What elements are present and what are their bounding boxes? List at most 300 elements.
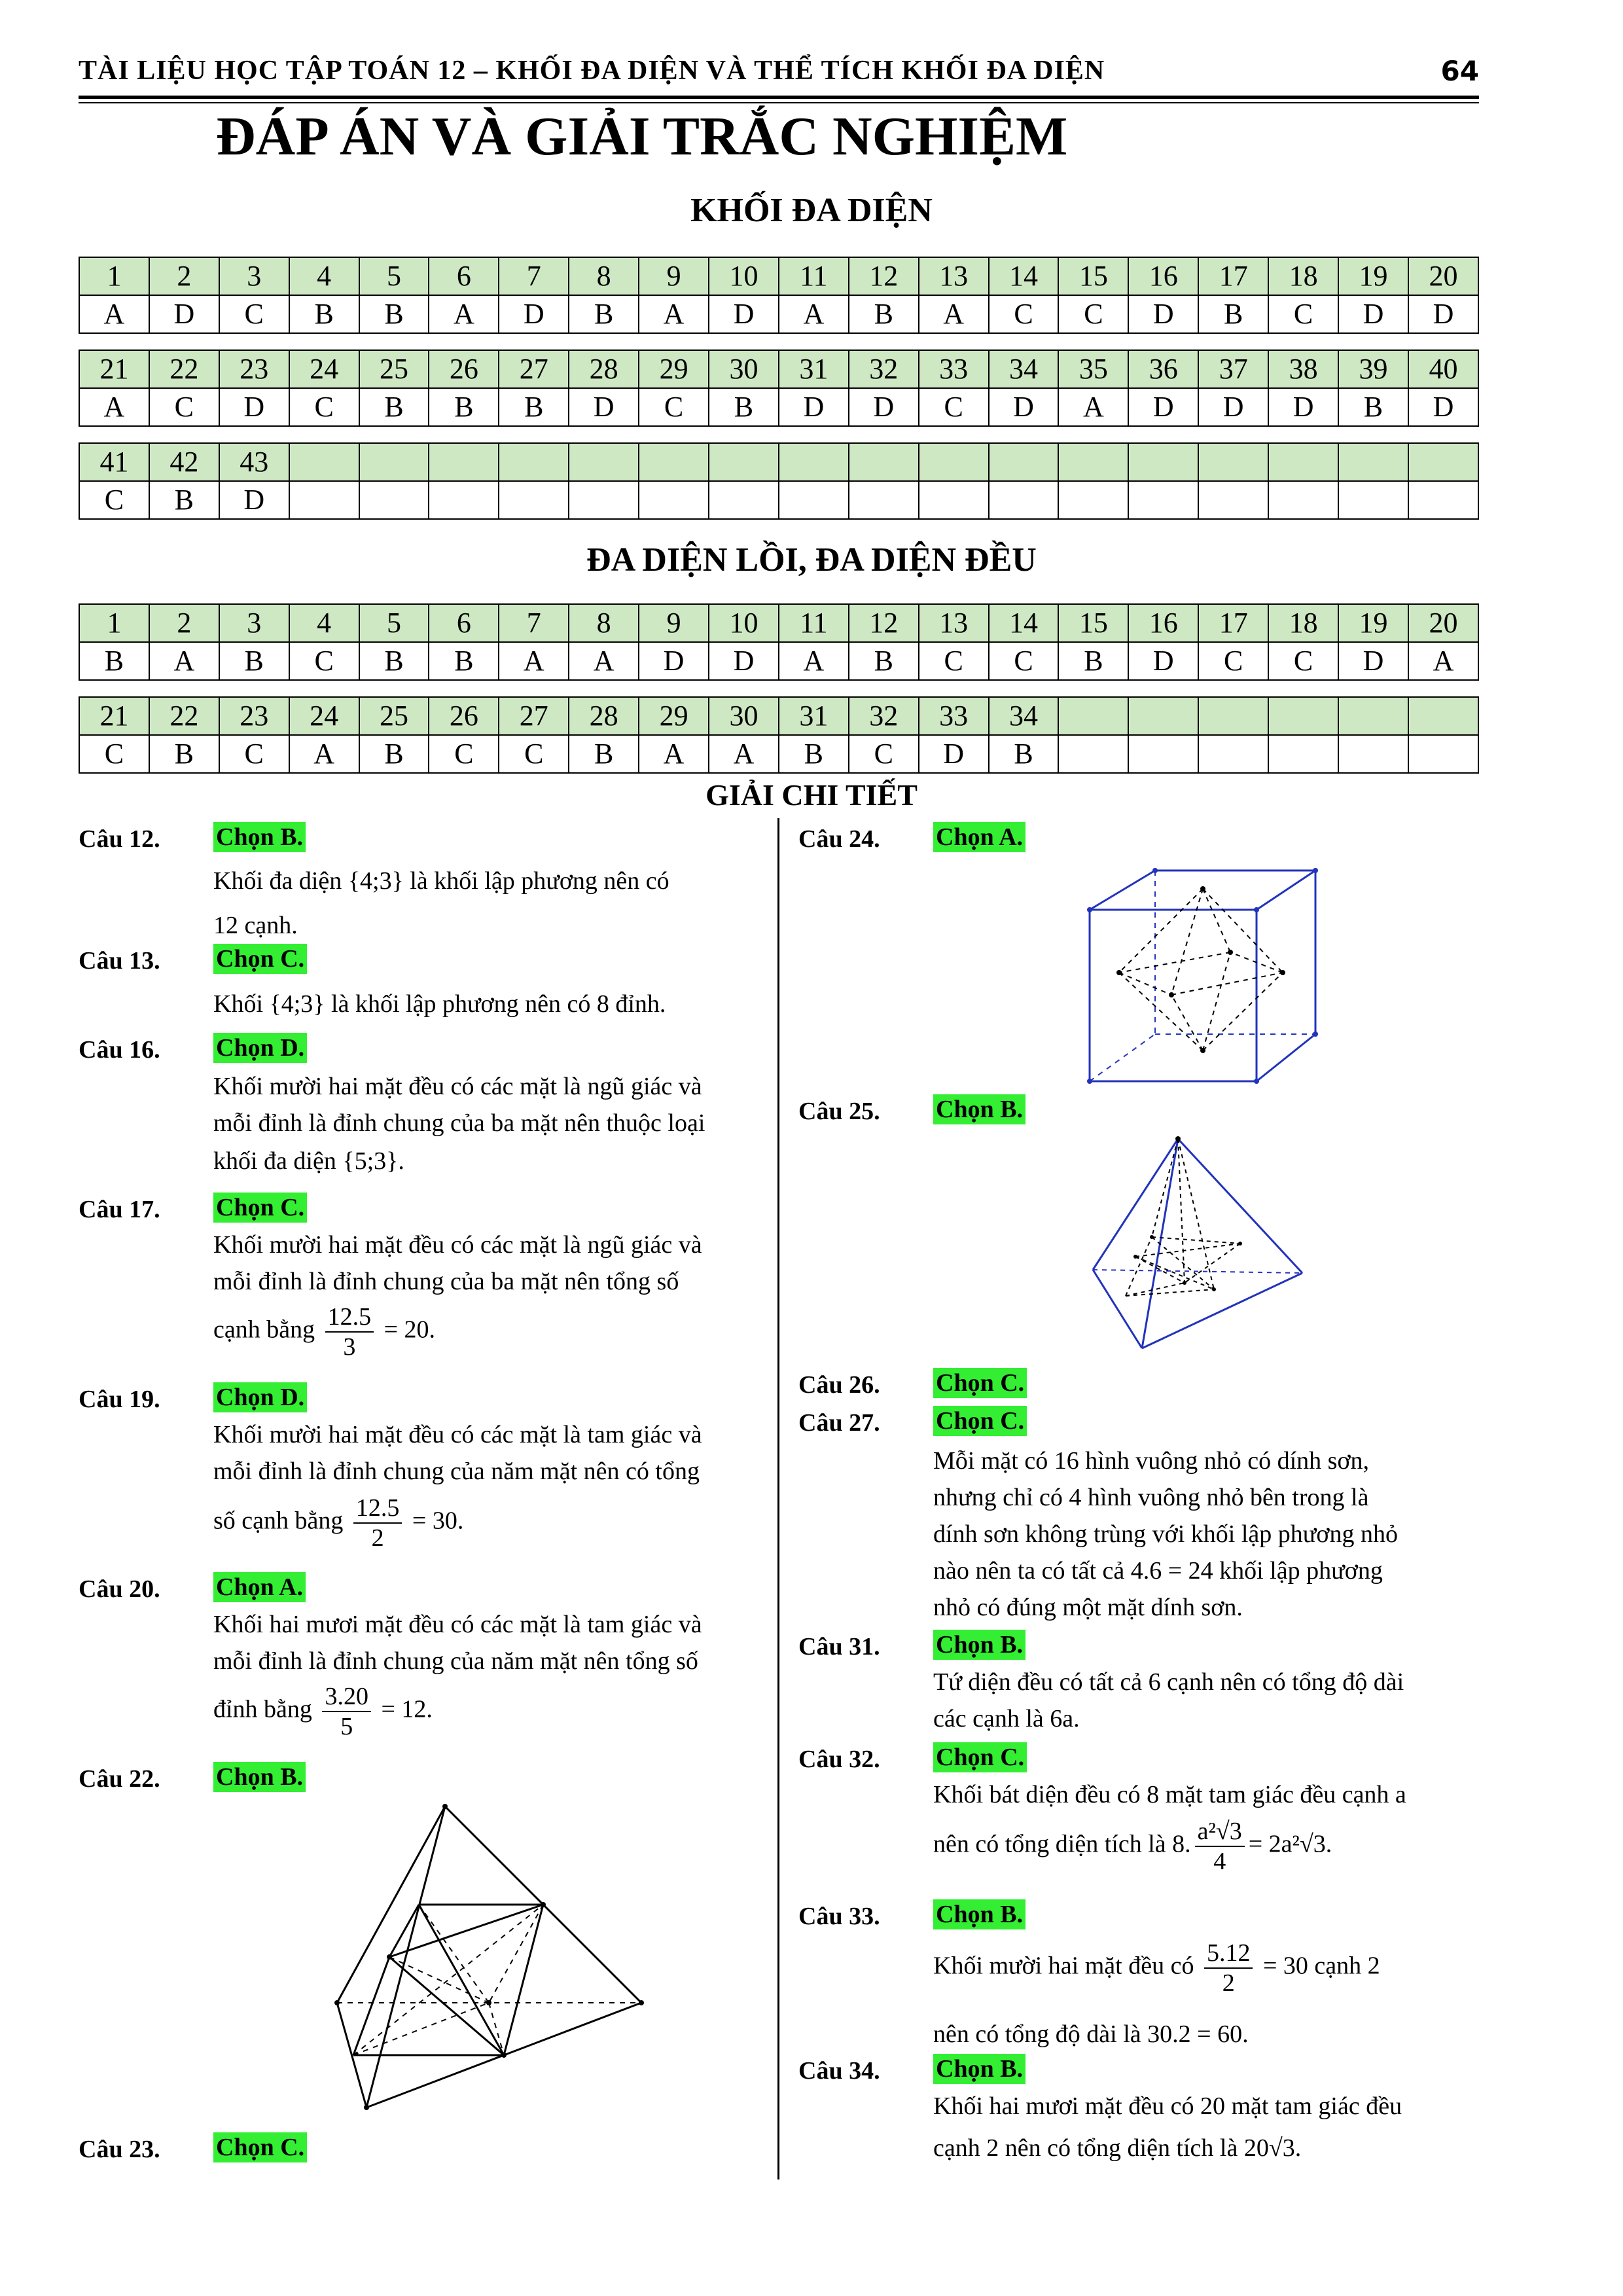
q24-label: Câu 24. xyxy=(798,825,880,853)
question-number-cell: 5 xyxy=(359,604,429,642)
answer-cell: C xyxy=(849,735,919,773)
answer-cell: C xyxy=(919,388,989,426)
question-number-cell: 8 xyxy=(569,257,639,295)
question-number-cell: 16 xyxy=(1128,257,1198,295)
question-number-cell: 14 xyxy=(989,257,1059,295)
question-number-cell: 11 xyxy=(779,257,849,295)
question-number-cell: 34 xyxy=(989,350,1059,388)
answer-cell: D xyxy=(219,388,289,426)
answer-cell: A xyxy=(1408,642,1478,680)
q12-line2: 12 cạnh. xyxy=(213,912,298,939)
question-number-cell: 9 xyxy=(639,257,709,295)
answer-cell: A xyxy=(79,388,149,426)
answer-table-1b xyxy=(79,350,1479,427)
answer-cell: D xyxy=(639,642,709,680)
q27-line2: nhưng chỉ có 4 hình vuông nhỏ bên trong là xyxy=(933,1484,1369,1511)
question-number-cell: 42 xyxy=(149,443,219,481)
q32-text-b: = 2a²√3. xyxy=(1248,1830,1332,1858)
q20-line1: Khối hai mươi mặt đều có các mặt là tam giác và xyxy=(213,1611,702,1638)
answer-row xyxy=(79,642,1478,680)
question-number-cell: 31 xyxy=(779,697,849,735)
answer-cell: D xyxy=(1408,388,1478,426)
answer-cell: D xyxy=(919,735,989,773)
question-number-row xyxy=(79,697,1478,735)
q16-line2: mỗi đỉnh là đỉnh chung của ba mặt nên thuộc loại xyxy=(213,1109,705,1137)
question-number-cell xyxy=(1058,697,1128,735)
question-number-cell xyxy=(1268,443,1338,481)
cube-octa-figure xyxy=(1080,857,1329,1093)
answer-cell: D xyxy=(1128,295,1198,333)
answer-cell: C xyxy=(499,735,569,773)
page-number: 64 xyxy=(1440,55,1479,87)
question-number-cell: 6 xyxy=(429,257,499,295)
question-number-cell: 15 xyxy=(1058,604,1128,642)
answer-cell: D xyxy=(1338,642,1408,680)
question-number-cell: 43 xyxy=(219,443,289,481)
q16-line3: khối đa diện {5;3}. xyxy=(213,1147,404,1175)
answer-cell: B xyxy=(569,735,639,773)
question-number-cell: 33 xyxy=(919,350,989,388)
column-divider xyxy=(777,818,779,2179)
question-number-cell: 28 xyxy=(569,697,639,735)
q32-text-a: nên có tổng diện tích là 8. xyxy=(933,1830,1191,1858)
question-number-cell xyxy=(1338,697,1408,735)
question-number-cell: 32 xyxy=(849,350,919,388)
answer-cell xyxy=(499,481,569,519)
answer-cell: B xyxy=(359,642,429,680)
answer-cell: B xyxy=(149,735,219,773)
question-number-cell xyxy=(989,443,1059,481)
question-number-cell: 38 xyxy=(1268,350,1338,388)
answer-cell xyxy=(359,481,429,519)
question-number-cell: 22 xyxy=(149,350,219,388)
q17-fraction xyxy=(325,1302,374,1361)
answer-cell: C xyxy=(919,642,989,680)
answer-cell xyxy=(849,481,919,519)
q27-line1: Mỗi mặt có 16 hình vuông nhỏ có dính sơn, xyxy=(933,1447,1370,1475)
answer-row xyxy=(79,388,1478,426)
q20-num: 3.20 xyxy=(322,1682,371,1712)
answer-cell xyxy=(1058,481,1128,519)
answer-cell xyxy=(1128,481,1198,519)
q33-num: 5.12 xyxy=(1204,1939,1253,1969)
answer-cell xyxy=(1198,735,1268,773)
question-number-cell: 22 xyxy=(149,697,219,735)
question-number-cell: 27 xyxy=(499,697,569,735)
question-number-cell: 16 xyxy=(1128,604,1198,642)
q20-label: Câu 20. xyxy=(79,1575,160,1603)
q17-answer: Chọn C. xyxy=(213,1193,307,1223)
q32-line1: Khối bát diện đều có 8 mặt tam giác đều cạnh a xyxy=(933,1781,1406,1808)
q17-line3 xyxy=(213,1302,435,1361)
answer-cell: C xyxy=(989,295,1059,333)
question-number-cell: 3 xyxy=(219,257,289,295)
question-number-cell xyxy=(639,443,709,481)
q17-text-b: = 20. xyxy=(383,1316,436,1344)
q22-label: Câu 22. xyxy=(79,1765,160,1793)
question-number-cell xyxy=(499,443,569,481)
answer-cell xyxy=(639,481,709,519)
question-number-cell xyxy=(1128,443,1198,481)
answer-cell: C xyxy=(429,735,499,773)
question-number-cell: 18 xyxy=(1268,604,1338,642)
answer-cell: C xyxy=(219,735,289,773)
q32-label: Câu 32. xyxy=(798,1746,880,1773)
question-number-cell: 40 xyxy=(1408,350,1478,388)
question-number-cell: 28 xyxy=(569,350,639,388)
answer-cell: C xyxy=(149,388,219,426)
q33-text-b: = 30 cạnh 2 xyxy=(1262,1952,1380,1980)
question-number-cell xyxy=(289,443,359,481)
question-number-cell: 30 xyxy=(709,697,779,735)
answer-cell: C xyxy=(219,295,289,333)
q33-answer: Chọn B. xyxy=(933,1899,1026,1929)
question-number-cell: 35 xyxy=(1058,350,1128,388)
q17-label: Câu 17. xyxy=(79,1196,160,1223)
question-number-cell xyxy=(1198,443,1268,481)
q12-line1: Khối đa diện {4;3} là khối lập phương nên có xyxy=(213,867,669,895)
q32-answer: Chọn C. xyxy=(933,1742,1027,1772)
answer-table-1a xyxy=(79,257,1479,334)
answer-row xyxy=(79,295,1478,333)
question-number-cell: 2 xyxy=(149,257,219,295)
answer-cell xyxy=(1408,735,1478,773)
answer-cell: A xyxy=(429,295,499,333)
q20-text-a: đỉnh bằng xyxy=(213,1695,312,1723)
answer-cell: B xyxy=(359,735,429,773)
q13-label: Câu 13. xyxy=(79,947,160,975)
answer-cell: C xyxy=(79,481,149,519)
q25-label: Câu 25. xyxy=(798,1098,880,1125)
question-number-cell: 1 xyxy=(79,604,149,642)
answer-cell: A xyxy=(779,295,849,333)
q19-text-a: số cạnh bằng xyxy=(213,1507,344,1535)
main-title: ĐÁP ÁN VÀ GIẢI TRẮC NGHIỆM xyxy=(216,106,1068,167)
q26-label: Câu 26. xyxy=(798,1371,880,1399)
question-number-cell: 39 xyxy=(1338,350,1408,388)
q19-label: Câu 19. xyxy=(79,1386,160,1413)
question-number-cell: 41 xyxy=(79,443,149,481)
answer-cell: C xyxy=(1268,642,1338,680)
answer-cell: D xyxy=(219,481,289,519)
answer-cell: B xyxy=(1338,388,1408,426)
question-number-cell: 37 xyxy=(1198,350,1268,388)
q17-line2: mỗi đỉnh là đỉnh chung của ba mặt nên tổng số xyxy=(213,1268,679,1295)
question-number-cell: 19 xyxy=(1338,257,1408,295)
answer-cell: C xyxy=(289,388,359,426)
question-number-cell: 33 xyxy=(919,697,989,735)
q17-num: 12.5 xyxy=(325,1302,374,1333)
question-number-cell xyxy=(1408,697,1478,735)
answer-cell: B xyxy=(849,295,919,333)
question-number-cell xyxy=(1408,443,1478,481)
answer-cell: A xyxy=(79,295,149,333)
question-number-cell: 20 xyxy=(1408,257,1478,295)
answer-cell: A xyxy=(289,735,359,773)
question-number-cell xyxy=(569,443,639,481)
question-number-cell: 21 xyxy=(79,697,149,735)
question-number-cell: 29 xyxy=(639,350,709,388)
answer-cell: B xyxy=(149,481,219,519)
answer-cell: B xyxy=(709,388,779,426)
question-number-cell: 24 xyxy=(289,697,359,735)
q20-fraction xyxy=(322,1682,371,1741)
question-number-cell: 8 xyxy=(569,604,639,642)
question-number-cell: 30 xyxy=(709,350,779,388)
question-number-cell: 1 xyxy=(79,257,149,295)
question-number-cell: 18 xyxy=(1268,257,1338,295)
q25-answer: Chọn B. xyxy=(933,1094,1026,1124)
answer-cell xyxy=(1268,481,1338,519)
question-number-cell: 19 xyxy=(1338,604,1408,642)
q19-fraction xyxy=(353,1494,402,1552)
answer-cell: D xyxy=(709,642,779,680)
question-number-cell: 20 xyxy=(1408,604,1478,642)
q33-fraction xyxy=(1204,1939,1253,1998)
answer-cell: C xyxy=(1058,295,1128,333)
answer-cell: B xyxy=(79,642,149,680)
answer-cell xyxy=(779,481,849,519)
answer-cell: D xyxy=(849,388,919,426)
answer-cell: B xyxy=(989,735,1059,773)
answer-cell: B xyxy=(1058,642,1128,680)
q31-line1: Tứ diện đều có tất cả 6 cạnh nên có tổng độ dài xyxy=(933,1668,1404,1696)
question-number-cell xyxy=(1058,443,1128,481)
q19-num: 12.5 xyxy=(353,1494,402,1524)
q13-line1: Khối {4;3} là khối lập phương nên có 8 đỉnh. xyxy=(213,990,666,1018)
answer-cell: A xyxy=(1058,388,1128,426)
section1-title: KHỐI ĐA DIỆN xyxy=(690,192,933,229)
q27-line4: nào nên ta có tất cả 4.6 = 24 khối lập phương xyxy=(933,1557,1383,1585)
answer-cell xyxy=(1058,735,1128,773)
answer-cell: D xyxy=(1198,388,1268,426)
question-number-cell xyxy=(1198,697,1268,735)
question-number-cell: 26 xyxy=(429,350,499,388)
q31-answer: Chọn B. xyxy=(933,1630,1026,1660)
q33-label: Câu 33. xyxy=(798,1903,880,1930)
q22-answer: Chọn B. xyxy=(213,1762,306,1792)
question-number-cell: 34 xyxy=(989,697,1059,735)
header-rule xyxy=(79,96,1479,99)
question-number-cell xyxy=(779,443,849,481)
q34-label: Câu 34. xyxy=(798,2057,880,2085)
question-number-cell: 17 xyxy=(1198,604,1268,642)
question-number-cell xyxy=(1128,697,1198,735)
answer-cell xyxy=(1338,735,1408,773)
pyramid-figure xyxy=(1086,1132,1309,1355)
answer-cell: A xyxy=(639,295,709,333)
question-number-cell: 15 xyxy=(1058,257,1128,295)
answer-cell: D xyxy=(709,295,779,333)
q19-den: 2 xyxy=(371,1524,384,1552)
q26-answer: Chọn C. xyxy=(933,1368,1027,1398)
answer-cell: C xyxy=(289,642,359,680)
q33-line1 xyxy=(933,1939,1380,1998)
answer-cell xyxy=(709,481,779,519)
question-number-cell xyxy=(1268,697,1338,735)
answer-cell: B xyxy=(219,642,289,680)
answer-cell: D xyxy=(779,388,849,426)
q13-answer: Chọn C. xyxy=(213,944,307,974)
question-number-cell: 24 xyxy=(289,350,359,388)
q20-answer: Chọn A. xyxy=(213,1572,306,1602)
q16-answer: Chọn D. xyxy=(213,1033,307,1063)
q16-label: Câu 16. xyxy=(79,1036,160,1064)
answer-cell xyxy=(1338,481,1408,519)
question-number-row xyxy=(79,443,1478,481)
answer-cell: C xyxy=(639,388,709,426)
answer-cell: B xyxy=(289,295,359,333)
answer-cell xyxy=(569,481,639,519)
q19-answer: Chọn D. xyxy=(213,1382,307,1412)
q31-label: Câu 31. xyxy=(798,1633,880,1660)
q17-line1: Khối mười hai mặt đều có các mặt là ngũ giác và xyxy=(213,1231,702,1259)
q23-answer: Chọn C. xyxy=(213,2132,307,2162)
question-number-cell: 13 xyxy=(919,604,989,642)
answer-cell xyxy=(989,481,1059,519)
q27-answer: Chọn C. xyxy=(933,1406,1027,1436)
q32-num: a²√3 xyxy=(1195,1817,1245,1847)
answer-cell: A xyxy=(499,642,569,680)
question-number-row xyxy=(79,257,1478,295)
question-number-cell: 12 xyxy=(849,604,919,642)
question-number-cell: 36 xyxy=(1128,350,1198,388)
question-number-cell xyxy=(359,443,429,481)
question-number-cell: 25 xyxy=(359,350,429,388)
header-rule-thin xyxy=(79,102,1479,103)
answer-cell xyxy=(1268,735,1338,773)
q32-den: 4 xyxy=(1213,1848,1226,1875)
q20-den: 5 xyxy=(340,1713,353,1740)
answer-cell: A xyxy=(149,642,219,680)
answer-cell: C xyxy=(1268,295,1338,333)
q27-label: Câu 27. xyxy=(798,1409,880,1437)
q19-line2: mỗi đỉnh là đỉnh chung của năm mặt nên có tổng xyxy=(213,1458,700,1485)
q12-answer: Chọn B. xyxy=(213,822,306,852)
q31-line2: các cạnh là 6a. xyxy=(933,1705,1080,1732)
question-number-cell xyxy=(919,443,989,481)
q19-line3 xyxy=(213,1494,463,1552)
question-number-cell: 17 xyxy=(1198,257,1268,295)
q32-fraction xyxy=(1195,1817,1245,1876)
question-number-cell xyxy=(1338,443,1408,481)
question-number-cell: 7 xyxy=(499,257,569,295)
answer-table-2a xyxy=(79,603,1479,681)
q20-text-b: = 12. xyxy=(381,1695,433,1723)
answer-cell: D xyxy=(1128,642,1198,680)
question-number-cell: 21 xyxy=(79,350,149,388)
answer-cell: B xyxy=(1198,295,1268,333)
answer-cell: C xyxy=(79,735,149,773)
question-number-cell: 6 xyxy=(429,604,499,642)
answer-cell: B xyxy=(569,295,639,333)
question-number-cell xyxy=(429,443,499,481)
header-title: TÀI LIỆU HỌC TẬP TOÁN 12 – KHỐI ĐA DIỆN VÀ THỂ TÍCH KHỐI ĐA DIỆN xyxy=(79,56,1105,86)
q23-label: Câu 23. xyxy=(79,2136,160,2163)
q27-line5: nhỏ có đúng một mặt dính sơn. xyxy=(933,1594,1243,1621)
q34-line1: Khối hai mươi mặt đều có 20 mặt tam giác đều xyxy=(933,2092,1402,2120)
answer-cell: C xyxy=(989,642,1059,680)
answer-cell: B xyxy=(499,388,569,426)
answer-cell: B xyxy=(429,388,499,426)
q20-line3 xyxy=(213,1682,433,1741)
question-number-cell xyxy=(709,443,779,481)
answer-cell: D xyxy=(1408,295,1478,333)
q33-line2: nên có tổng độ dài là 30.2 = 60. xyxy=(933,2020,1249,2048)
question-number-cell: 29 xyxy=(639,697,709,735)
section2-title: ĐA DIỆN LỒI, ĐA DIỆN ĐỀU xyxy=(586,541,1037,579)
question-number-cell: 13 xyxy=(919,257,989,295)
q19-text-b: = 30. xyxy=(412,1507,464,1535)
answer-cell: D xyxy=(569,388,639,426)
question-number-cell: 23 xyxy=(219,697,289,735)
answer-cell: A xyxy=(709,735,779,773)
answer-cell: A xyxy=(779,642,849,680)
answer-cell xyxy=(289,481,359,519)
question-number-cell: 9 xyxy=(639,604,709,642)
tetra-octa-figure xyxy=(314,1793,668,2121)
q17-den: 3 xyxy=(343,1333,356,1361)
question-number-cell: 23 xyxy=(219,350,289,388)
question-number-cell: 32 xyxy=(849,697,919,735)
answer-cell xyxy=(429,481,499,519)
question-number-cell: 14 xyxy=(989,604,1059,642)
answer-table-2b xyxy=(79,696,1479,774)
page-header xyxy=(79,55,1479,94)
answer-row xyxy=(79,481,1478,519)
answer-cell: C xyxy=(1198,642,1268,680)
answer-cell: D xyxy=(1128,388,1198,426)
answer-cell xyxy=(1128,735,1198,773)
question-number-cell: 26 xyxy=(429,697,499,735)
question-number-row xyxy=(79,350,1478,388)
q19-line1: Khối mười hai mặt đều có các mặt là tam giác và xyxy=(213,1421,702,1448)
answer-cell: A xyxy=(569,642,639,680)
question-number-cell: 4 xyxy=(289,604,359,642)
answer-cell: D xyxy=(499,295,569,333)
question-number-cell: 7 xyxy=(499,604,569,642)
q24-answer: Chọn A. xyxy=(933,822,1026,852)
question-number-cell: 12 xyxy=(849,257,919,295)
question-number-row xyxy=(79,604,1478,642)
question-number-cell: 27 xyxy=(499,350,569,388)
q34-answer: Chọn B. xyxy=(933,2054,1026,2084)
answer-cell: D xyxy=(1268,388,1338,426)
answer-cell: B xyxy=(359,388,429,426)
question-number-cell: 4 xyxy=(289,257,359,295)
answer-cell xyxy=(1408,481,1478,519)
answer-cell: D xyxy=(149,295,219,333)
answer-cell xyxy=(919,481,989,519)
answer-cell xyxy=(1198,481,1268,519)
question-number-cell: 2 xyxy=(149,604,219,642)
q17-text-a: cạnh bằng xyxy=(213,1316,315,1344)
answer-table-1c xyxy=(79,442,1479,520)
question-number-cell: 31 xyxy=(779,350,849,388)
answer-cell: B xyxy=(429,642,499,680)
q33-text-a: Khối mười hai mặt đều có xyxy=(933,1952,1194,1980)
answer-cell: D xyxy=(989,388,1059,426)
q32-line2 xyxy=(933,1817,1332,1876)
question-number-cell: 10 xyxy=(709,604,779,642)
answer-cell: B xyxy=(779,735,849,773)
question-number-cell: 5 xyxy=(359,257,429,295)
q16-line1: Khối mười hai mặt đều có các mặt là ngũ giác và xyxy=(213,1073,702,1100)
q20-line2: mỗi đỉnh là đỉnh chung của năm mặt nên tổng số xyxy=(213,1647,698,1675)
question-number-cell: 10 xyxy=(709,257,779,295)
q12-label: Câu 12. xyxy=(79,825,160,853)
answer-cell: B xyxy=(849,642,919,680)
